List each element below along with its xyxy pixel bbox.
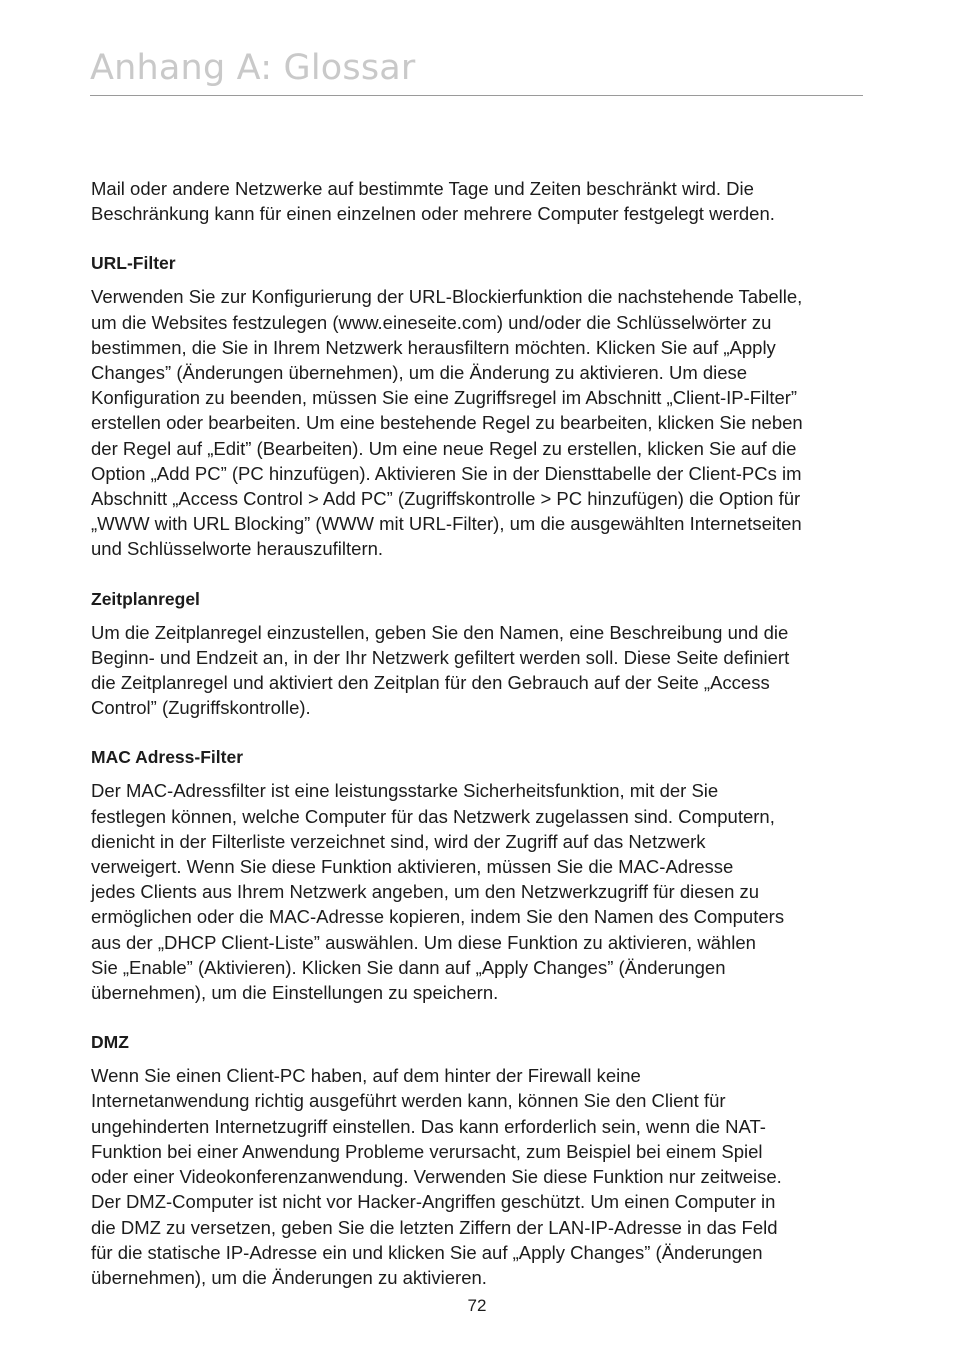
document-body [91, 176, 911, 1290]
section-mac-adress-filter [91, 744, 911, 1005]
section-url-filter [91, 250, 911, 561]
section-heading: DMZ [91, 1032, 129, 1053]
section-heading: MAC Adress-Filter [91, 747, 244, 768]
intro-paragraph: Mail oder andere Netzwerke auf bestimmte Tage und Zeiten beschränkt wird. Die Beschränkung kann für einen einzelnen oder mehrere Computer festgelegt werden. [91, 178, 775, 225]
section-body: Um die Zeitplanregel einzustellen, geben Sie den Namen, eine Beschreibung und die Beginn- und Endzeit an, in der Ihr Netzwerk gefiltert werden soll. Diese Seite definiert die Zeitplanregel und aktiviert den Zeitplan für den Gebrauch auf der Seite „Access Control” (Zugriffskontrolle). [91, 621, 790, 719]
section-heading: URL-Filter [91, 253, 176, 274]
section-body: Verwenden Sie zur Konfigurierung der URL-Blockierfunktion die nachstehende Tabelle, um die Websites festzulegen (www.eineseite.com) und/oder die Schlüsselwörter zu bestimmen, die Sie in Ihrem Netzwerk herausfiltern möchten. Klicken Sie auf „Apply Changes” (Änderungen übernehmen), um die Änderung zu aktivieren. Um diese Konfiguration zu beenden, müssen Sie eine Zugriffsregel im Abschnitt „Client-IP-Filter” erstellen oder bearbeiten. Um eine bestehende Regel zu bearbeiten, klicken Sie neben der Regel auf „Edit” (Bearbeiten). Um eine neue Regel zu erstellen, klicken Sie auf die Option „Add PC” (PC hinzufügen). Aktivieren Sie in der Diensttabelle der Client-PCs im Abschnitt „Access Control > Add PC” (Zugriffskontrolle > PC hinzufügen) die Option für „WWW with URL Blocking” (WWW mit URL-Filter), um die ausgewählten Internetseiten und Schlüsselworte herauszufiltern. [91, 286, 803, 560]
section-body: Der MAC-Adressfilter ist eine leistungsstarke Sicherheitsfunktion, mit der Sie festlegen können, welche Computer für das Netzwerk zugelassen sind. Computern, dienicht in der Filterliste verzeichnet sind, wird der Zugriff auf das Netzwerk verweigert. Wenn Sie diese Funktion aktivieren, müssen Sie die MAC-Adresse jedes Clients aus Ihrem Netzwerk angeben, um den Netzwerkzugriff für diesen zu ermöglichen oder die MAC-Adresse kopieren, indem Sie den Namen des Computers aus der „DHCP Client-Liste” auswählen. Um diese Funktion zu aktivieren, wählen Sie „Enable” (Aktivieren). Klicken Sie dann auf „Apply Changes” (Änderungen übernehmen), um die Einstellungen zu speichern. [91, 780, 785, 1004]
section-heading: Zeitplanregel [91, 588, 200, 609]
page-number: 72 [467, 1296, 487, 1315]
title-divider [90, 95, 863, 96]
section-body: Wenn Sie einen Client-PC haben, auf dem hinter der Firewall keine Internetanwendung richtig ausgeführt werden kann, können Sie den Client für ungehinderten Internetzugriff einstellen. Das kann erforderlich sein, wenn die NAT- Funktion bei einer Anwendung Probleme verursacht, zum Beispiel bei einem Spiel oder einer Videokonferenzanwendung. Verwenden Sie diese Funktion nur zeitweise. Der DMZ-Computer ist nicht vor Hacker-Angriffen geschützt. Um einen Computer in die DMZ zu versetzen, geben Sie die letzten Ziffern der LAN-IP-Adresse in das Feld für die statische IP-Adresse ein und klicken Sie auf „Apply Changes” (Änderungen übernehmen), um die Änderungen zu aktivieren. [91, 1065, 782, 1288]
page-title: Anhang A: Glossar [90, 48, 416, 88]
section-dmz [91, 1029, 911, 1290]
section-zeitplanregel [91, 586, 911, 721]
